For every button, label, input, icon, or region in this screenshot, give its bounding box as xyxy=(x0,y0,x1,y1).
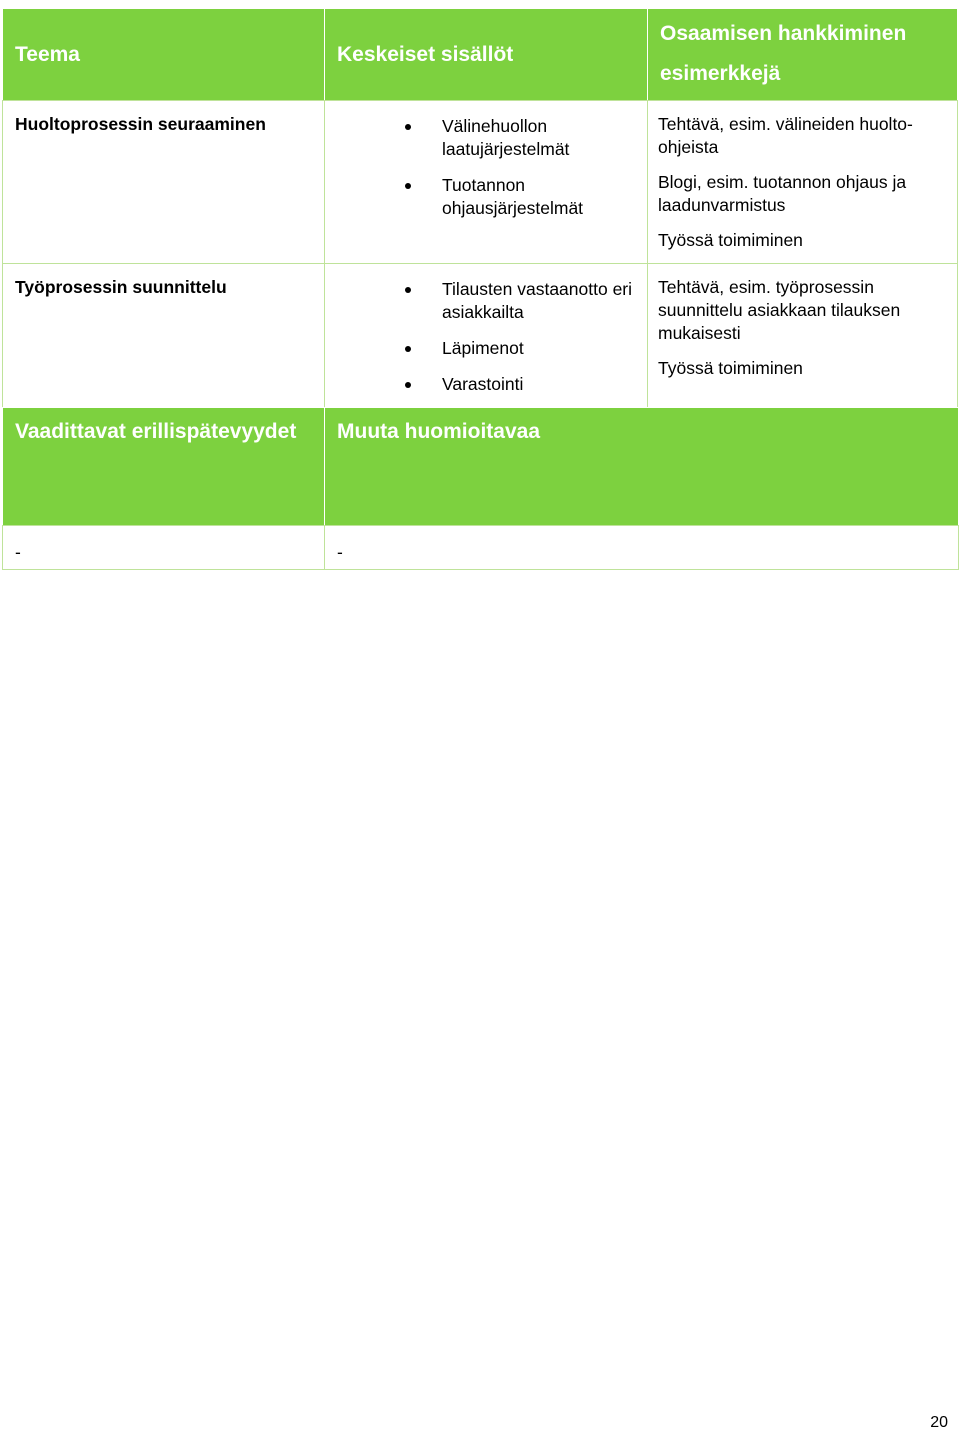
header-teema: Teema xyxy=(2,8,325,101)
muuta-huomioitavaa-value: - xyxy=(324,525,959,570)
table-row xyxy=(2,100,958,263)
content-bullet-item: Tuotannon ohjausjärjestelmät xyxy=(325,174,639,220)
header-osaamisen-hankkiminen: Osaamisen hankkiminen esimerkkejä xyxy=(647,8,958,101)
erillispatevyydet-value: - xyxy=(2,525,325,570)
content-bullet-item: Tilausten vastaanotto eri asiakkailta xyxy=(325,278,639,324)
table-row xyxy=(2,525,958,569)
header-keskeiset-sisallot: Keskeiset sisällöt xyxy=(324,8,648,101)
header-muuta-huomioitavaa: Muuta huomioitavaa xyxy=(324,407,959,526)
example-text: Tehtävä, esim. välineiden huolto-ohjeista xyxy=(658,114,913,157)
table-header-row xyxy=(2,8,958,100)
content-bullet-item: Välinehuollon laatujärjestelmät xyxy=(325,115,639,161)
row-examples xyxy=(647,263,958,408)
example-text: Blogi, esim. tuotannon ohjaus ja laadunvarmistus xyxy=(658,172,907,215)
example-text: Työssä toimiminen xyxy=(658,358,803,378)
page-number: 20 xyxy=(930,1414,948,1431)
row-theme: Huoltoprosessin seuraaminen xyxy=(2,100,325,264)
header-vaadittavat-erillispatevyydet: Vaadittavat erillispätevyydet xyxy=(2,407,325,526)
content-bullet-item: Läpimenot xyxy=(325,337,639,360)
example-text: Tehtävä, esim. työprosessin suunnittelu asiakkaan tilauksen mukaisesti xyxy=(658,277,901,343)
example-text: Työssä toimiminen xyxy=(658,230,803,250)
content-bullet-item: Varastointi xyxy=(325,373,639,396)
row-theme: Työprosessin suunnittelu xyxy=(2,263,325,408)
row-contents xyxy=(324,263,648,408)
row-contents xyxy=(324,100,648,264)
table-row xyxy=(2,263,958,407)
row-examples xyxy=(647,100,958,264)
curriculum-table xyxy=(2,8,958,569)
secondary-header-row xyxy=(2,407,958,525)
